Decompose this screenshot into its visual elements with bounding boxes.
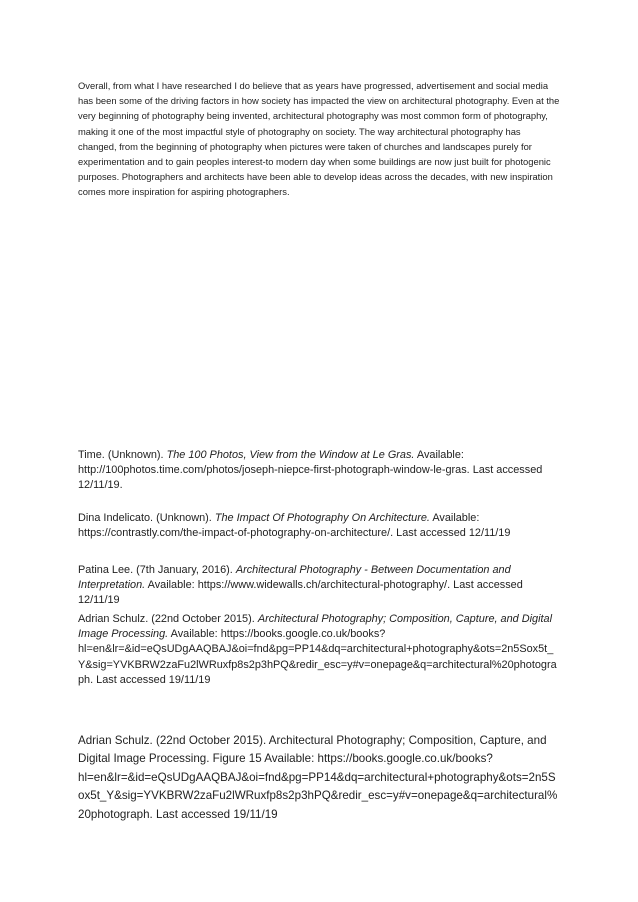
reference-author: Dina Indelicato. (Unknown). <box>78 512 212 524</box>
reference-availability: Available: https://www.widewalls.ch/architectural-photography/. Last accessed 12/11/19 <box>78 579 523 607</box>
reference-title: The 100 Photos, View from the Window at Le Gras. <box>166 449 415 461</box>
reference-entry <box>78 511 558 541</box>
reference-title: Architectural Photography - Between Documentation and Interpretation. <box>78 564 511 592</box>
reference-author: Adrian Schulz. (22nd October 2015). <box>78 613 255 625</box>
reference-availability: Available: https://books.google.co.uk/books?hl=en&lr=&id=eQsUDgAAQBAJ&oi=fnd&pg=PP14&dq=architectural+photography&ots=2n5Sox5t_Y&sig=YVKBRW2zaFu2lWRuxfp8s2p3hPQ&redir_esc=y#v=onepage&q=architectural%20photograph. Last accessed 19/11/19 <box>78 628 557 686</box>
reference-author: Time. (Unknown). <box>78 449 164 461</box>
reference-entry <box>78 612 558 688</box>
reference-availability: Available: https://contrastly.com/the-impact-of-photography-on-architecture/. Last accessed 12/11/19 <box>78 512 511 540</box>
reference-entry <box>78 563 558 609</box>
figure-reference-entry: Adrian Schulz. (22nd October 2015). Architectural Photography; Composition, Capture, and Digital Image Processing. Figure 15 Available: https://books.google.co.uk/books?hl=en&lr=&id=eQsUDgAAQBAJ&oi=fnd&pg=PP14&dq=architectural+photography&ots=2n5Sox5t_Y&sig=YVKBRW2zaFu2lWRuxfp8s2p3hPQ&redir_esc=y#v=onepage&q=architectural%20photograph. Last accessed 19/11/19 <box>78 734 558 821</box>
reference-title: Architectural Photography; Composition, Capture, and Digital Image Processing. <box>78 613 553 641</box>
reference-availability: Available: http://100photos.time.com/photos/joseph-niepce-first-photograph-window-le-gras. Last accessed 12/11/19. <box>78 449 543 492</box>
conclusion-paragraph: Overall, from what I have researched I do believe that as years have progressed, advertisement and social media has been some of the driving factors in how society has impacted the view on architectural photography. Even at the very beginning of photography being invented, architectural photography was most common form of photography, making it one of the most impactful style of photography on society. The way architectural photography has changed, from the beginning of photography when pictures were taken of churches and landscapes purely for experimentation and to gain peoples interest-to modern day when some buildings are now just built for photogenic purposes. Photographers and architects have been able to develop ideas across the decades, with new inspiration comes more inspiration for aspiring photographers. <box>78 80 560 198</box>
reference-title: The Impact Of Photography On Architecture. <box>214 512 430 524</box>
reference-entry <box>78 448 558 494</box>
reference-author: Patina Lee. (7th January, 2016). <box>78 564 233 576</box>
